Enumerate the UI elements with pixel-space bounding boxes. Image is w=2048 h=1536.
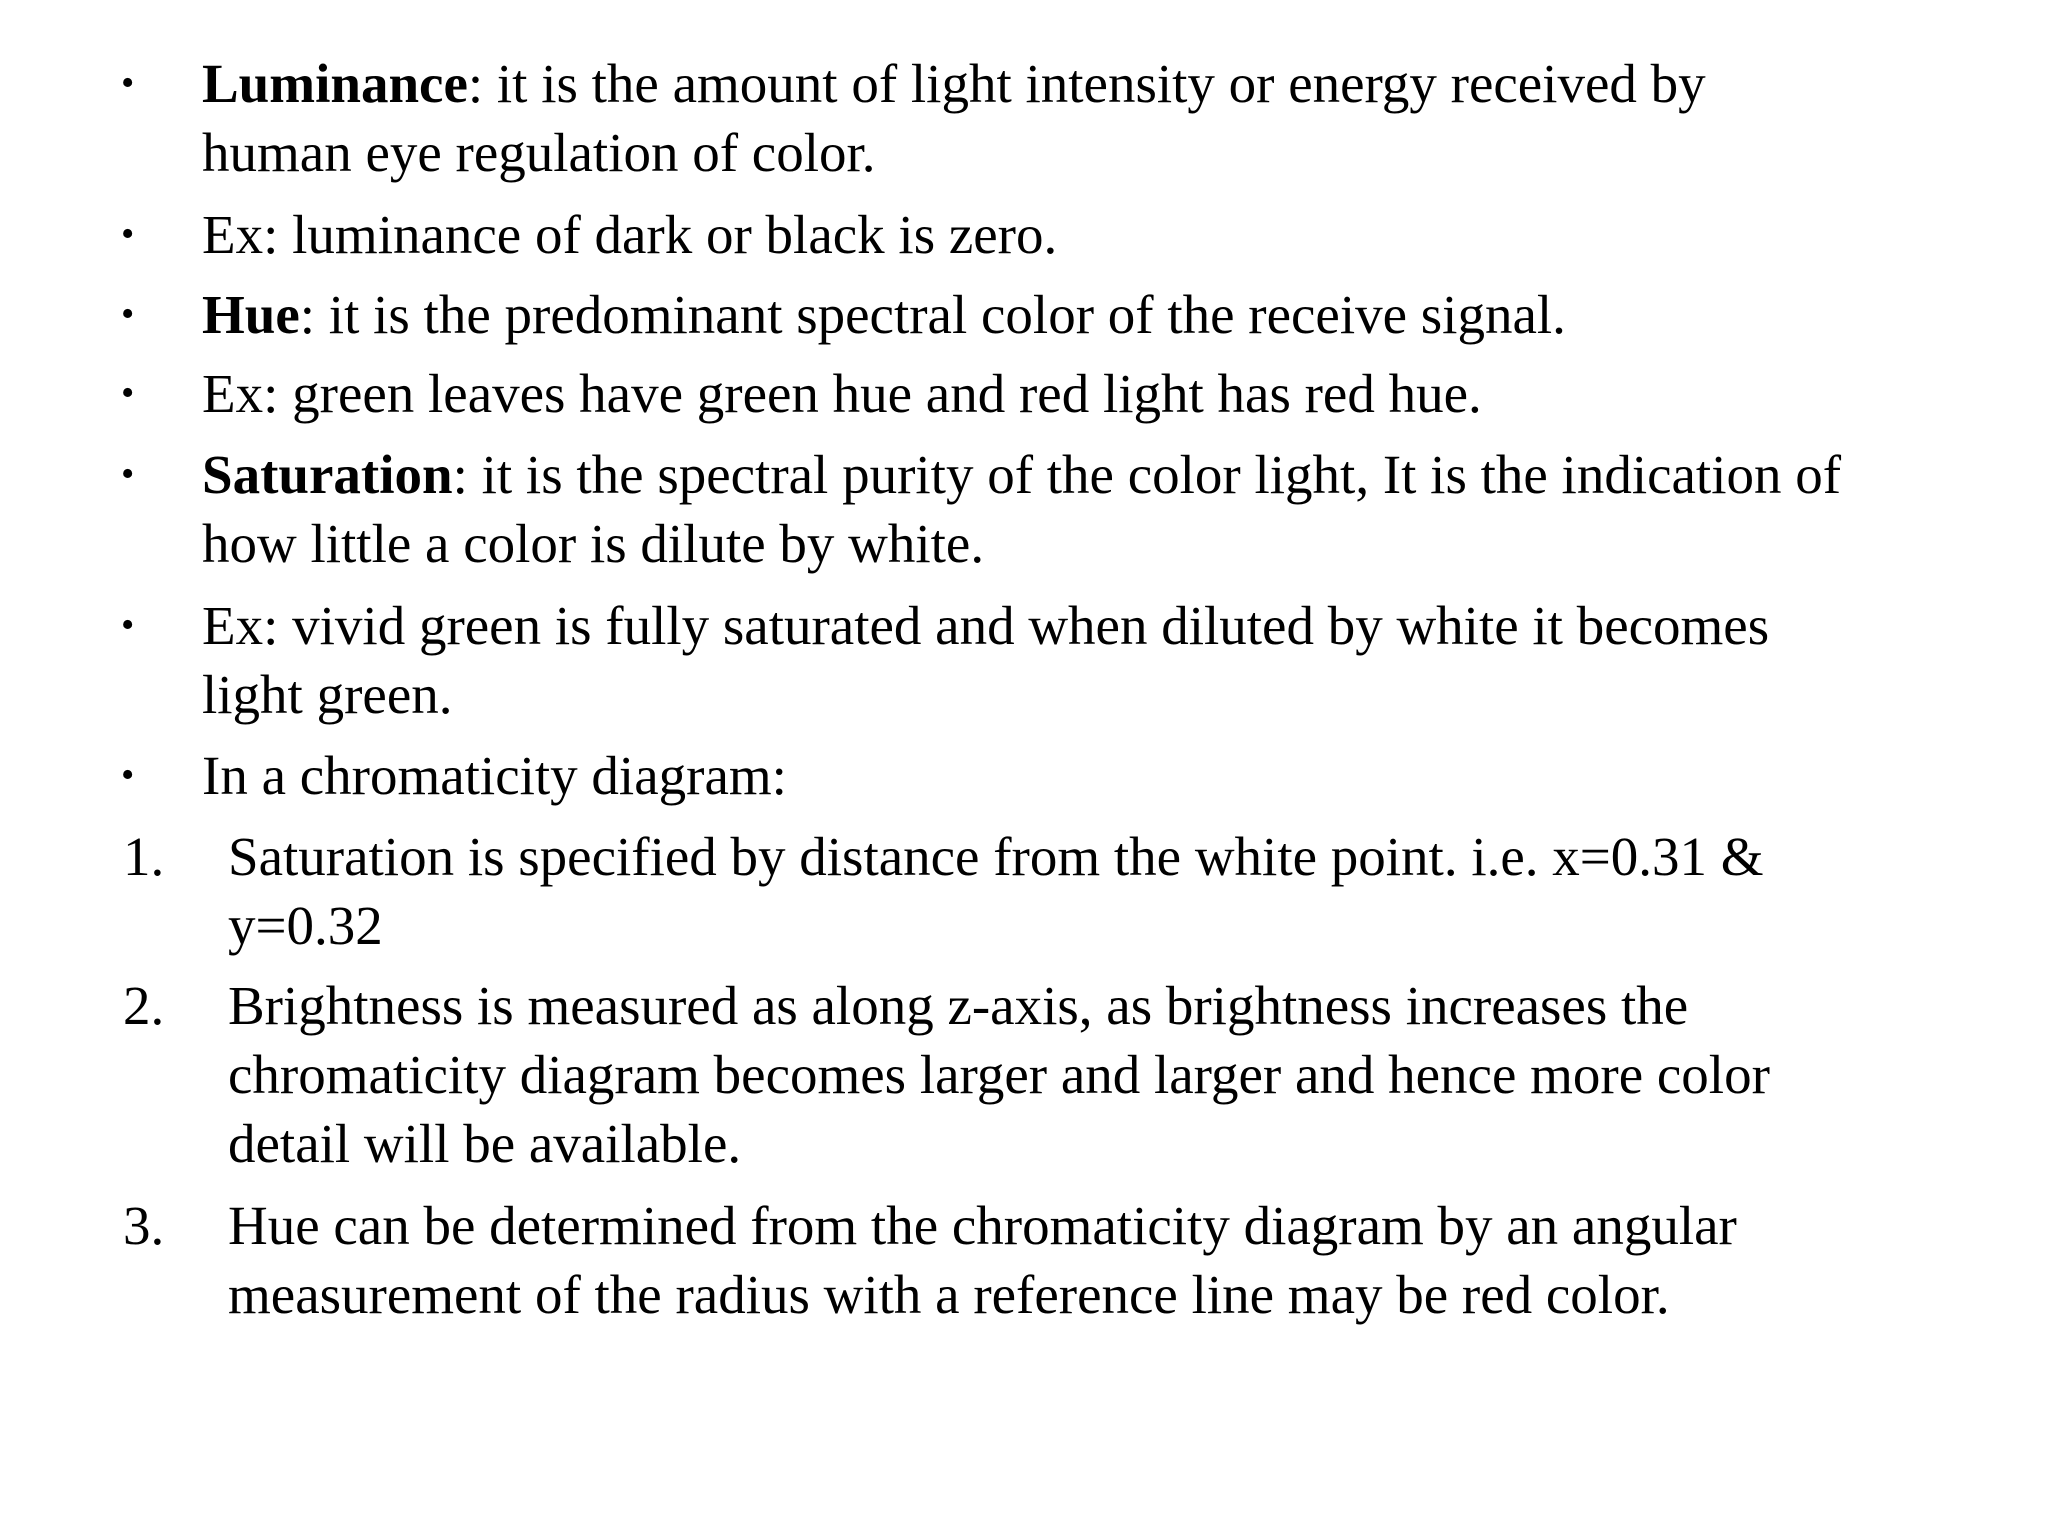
bullet-marker: • [121, 372, 135, 414]
numbered-text [228, 822, 2008, 960]
bullet-text-line-1: : it is the amount of light intensity or energy received by [467, 53, 1706, 114]
bullet-marker: • [121, 604, 135, 646]
numbered-text-line-1: Hue can be determined from the chromaticity diagram by an angular [228, 1195, 1737, 1256]
bullet-marker: • [121, 62, 135, 104]
bullet-text-line-1: : it is the spectral purity of the color light, It is the indication of [452, 444, 1842, 505]
bullet-text [202, 440, 2002, 578]
bullet-text: Ex: green leaves have green hue and red light has red hue. [202, 363, 1482, 424]
bullet-text [202, 49, 2002, 187]
numbered-text [228, 971, 2008, 1178]
numbered-text-line-1: Brightness is measured as along z-axis, as brightness increases the [228, 975, 1689, 1036]
number-marker: 2. [123, 975, 165, 1036]
numbered-text-line-1: Saturation is specified by distance from the white point. i.e. x=0.31 & [228, 826, 1764, 887]
number-marker: 3. [123, 1195, 165, 1256]
term-hue: Hue [202, 284, 300, 345]
bullet-text-line-1: : it is the predominant spectral color of the receive signal. [299, 284, 1566, 345]
term-luminance: Luminance [202, 53, 468, 114]
numbered-text [228, 1191, 2008, 1329]
bullet-text-line-2: human eye regulation of color. [202, 122, 876, 183]
bullet-marker: • [121, 213, 135, 255]
bullet-text-line-2: light green. [202, 664, 453, 725]
numbered-text-line-2: measurement of the radius with a reference line may be red color. [228, 1264, 1670, 1325]
numbered-text-line-3: detail will be available. [228, 1113, 742, 1174]
bullet-text-line-1: Ex: vivid green is fully saturated and when diluted by white it becomes [202, 595, 1770, 656]
bullet-text: Ex: luminance of dark or black is zero. [202, 204, 1058, 265]
bullet-marker: • [121, 754, 135, 796]
numbered-text-line-2: y=0.32 [228, 895, 383, 956]
bullet-text [202, 280, 2002, 349]
bullet-marker: • [121, 453, 135, 495]
bullet-text-line-2: how little a color is dilute by white. [202, 513, 985, 574]
bullet-marker: • [121, 293, 135, 335]
bullet-text [202, 591, 2002, 729]
numbered-text-line-2: chromaticity diagram becomes larger and larger and hence more color [228, 1044, 1770, 1105]
term-saturation: Saturation [202, 444, 453, 505]
bullet-text: In a chromaticity diagram: [202, 745, 787, 806]
number-marker: 1. [123, 826, 165, 887]
